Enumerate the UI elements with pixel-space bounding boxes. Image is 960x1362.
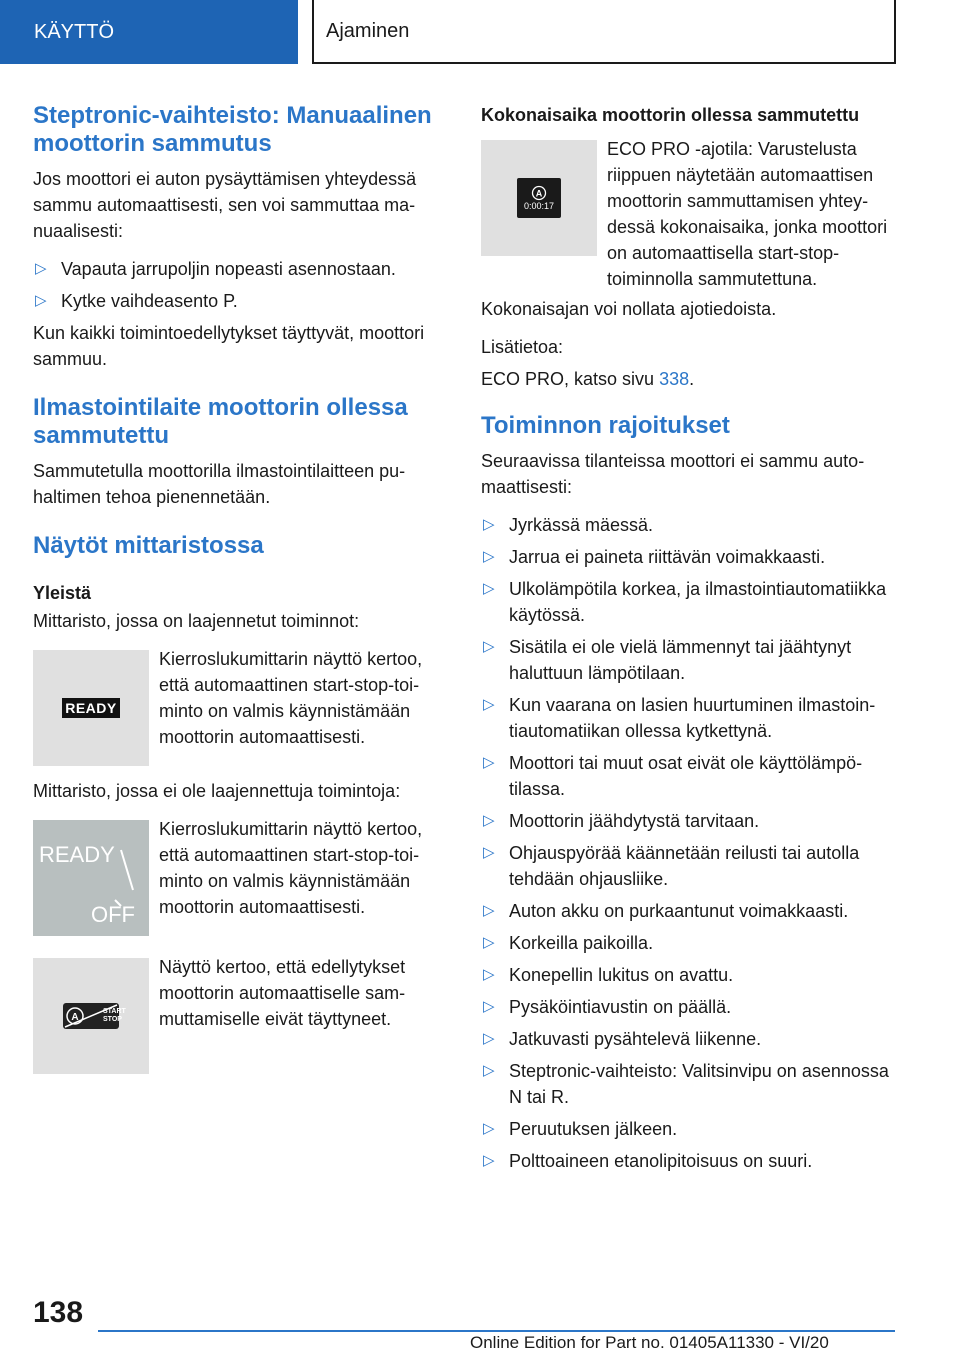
list-item: ▷ Ulkolämpötila korkea, ja ilmastointiautomatiikka käytössä. xyxy=(481,576,893,628)
triangle-bullet-icon: ▷ xyxy=(35,292,47,309)
list-item: ▷ Kun vaarana on lasien huurtuminen ilmastointiautomatiikan ollessa kytkettynä. xyxy=(481,692,893,744)
list-item: ▷ Moottori tai muut osat eivät ole käyttölämpötilassa. xyxy=(481,750,893,802)
section-title-climate: Ilmastointilaite moottorin ollessa sammutettu xyxy=(33,394,408,449)
page-number: 138 xyxy=(33,1296,84,1329)
paragraph: Sammutetulla moottorilla ilmastointilaitteen puhaltimen tehoa pienennetään. xyxy=(33,461,406,507)
triangle-bullet-icon: ▷ xyxy=(483,1152,495,1169)
triangle-bullet-icon: ▷ xyxy=(483,934,495,951)
section-tab xyxy=(0,0,298,64)
figure-row xyxy=(33,816,441,936)
right-column xyxy=(481,102,893,1180)
triangle-bullet-icon: ▷ xyxy=(483,754,495,771)
list-item: ▷ Jarrua ei paineta riittävän voimakkaasti. xyxy=(481,544,893,570)
ready-badge: READY xyxy=(62,698,120,718)
paragraph: Kun kaikki toimintoedellytykset täyttyvät, moottori sammuu. xyxy=(33,323,425,369)
ready-indicator-image xyxy=(33,650,149,766)
gauge-ready-label: READY xyxy=(39,842,115,867)
paragraph: Mittaristo, jossa ei ole laajennettuja toimintoja: xyxy=(33,781,401,801)
triangle-bullet-icon: ▷ xyxy=(483,844,495,861)
chapter-header xyxy=(312,0,896,64)
triangle-bullet-icon: ▷ xyxy=(483,1030,495,1047)
section-title-manual-shutdown: Steptronic-vaihteisto: Manuaalinen moottorin sammutus xyxy=(33,102,432,157)
subheading: Kokonaisaika moottorin ollessa sammutettu xyxy=(481,105,860,125)
triangle-bullet-icon: ▷ xyxy=(483,1120,495,1137)
list-item: ▷ Kytke vaihdeasento P. xyxy=(33,288,441,314)
triangle-bullet-icon: ▷ xyxy=(483,966,495,983)
list-item: ▷ Konepellin lukitus on avattu. xyxy=(481,962,893,988)
section-title-limitations: Toiminnon rajoitukset xyxy=(481,412,730,439)
list-item: ▷ Auton akku on purkaantunut voimakkaasti. xyxy=(481,898,893,924)
subheading: Yleistä xyxy=(33,583,92,603)
figure-row xyxy=(33,954,441,1074)
list-item: ▷ Peruutuksen jälkeen. xyxy=(481,1116,893,1142)
triangle-bullet-icon: ▷ xyxy=(483,580,495,597)
chapter-label: Ajaminen xyxy=(326,19,410,42)
triangle-bullet-icon: ▷ xyxy=(483,638,495,655)
figure-caption: Kierroslukumittarin näyttö kertoo, että automaattinen start-stop-toiminto on valmis käynnistämään moottorin automaattisesti. xyxy=(159,649,423,747)
figure-row xyxy=(481,136,893,292)
start-stop-label: START STOP xyxy=(103,1008,126,1023)
footer-divider xyxy=(98,1330,895,1332)
triangle-bullet-icon: ▷ xyxy=(483,998,495,1015)
edition-note: Online Edition for Part no. 01405A11330 - VI/20 xyxy=(470,1333,829,1352)
paragraph: Kokonaisajan voi nollata ajotiedoista. xyxy=(481,299,777,319)
page-link[interactable]: 338 xyxy=(659,369,690,389)
list-item: ▷ Sisätila ei ole vielä lämmennyt tai jäähtynyt haluttuun lämpötilaan. xyxy=(481,634,893,686)
auto-start-stop-unavailable-image xyxy=(33,958,149,1074)
timer-display xyxy=(517,178,561,218)
list-item: ▷ Polttoaineen etanolipitoisuus on suuri. xyxy=(481,1148,893,1174)
eco-pro-timer-image xyxy=(481,140,597,256)
paragraph: Lisätietoa: xyxy=(481,337,564,357)
svg-text:A: A xyxy=(71,1012,79,1023)
list-item: ▷ Jatkuvasti pysähtelevä liikenne. xyxy=(481,1026,893,1052)
triangle-bullet-icon: ▷ xyxy=(483,696,495,713)
triangle-bullet-icon: ▷ xyxy=(483,516,495,533)
list-item: ▷ Vapauta jarrupoljin nopeasti asennostaan. xyxy=(33,256,441,282)
bullet-list xyxy=(33,256,441,314)
figure-caption: Kierroslukumittarin näyttö kertoo, että automaattinen start-stop-toiminto on valmis käynnistämään moottorin automaattisesti. xyxy=(159,819,423,917)
list-item: ▷ Pysäköintiavustin on päällä. xyxy=(481,994,893,1020)
figure-caption: ECO PRO -ajotila: Varustelusta riippuen näytetään automaattisen moottorin sammuttamisen yhteydessä kokonaisaika, jonka moottori on automaattisella start-stop-toiminnolla sammutettuna. xyxy=(607,139,888,289)
paragraph: Seuraavissa tilanteissa moottori ei sammu automaattisesti: xyxy=(481,451,865,497)
timer-value: 0:00:17 xyxy=(523,201,555,211)
paragraph: Jos moottori ei auton pysäyttämisen yhteydessä sammu automaattisesti, sen voi sammuttaa manuaalisesti: xyxy=(33,169,417,241)
figure-caption: Näyttö kertoo, että edellytykset moottorin automaattiselle sammuttamiselle eivät täyttyneet. xyxy=(159,957,406,1029)
ready-off-gauge-image xyxy=(33,820,149,936)
list-item: ▷ Jyrkässä mäessä. xyxy=(481,512,893,538)
section-label: KÄYTTÖ xyxy=(34,20,115,43)
list-item: ▷ Steptronic-vaihteisto: Valitsinvipu on asennossa N tai R. xyxy=(481,1058,893,1110)
list-item: ▷ Ohjauspyörää käännetään reilusti tai autolla tehdään ohjausliike. xyxy=(481,840,893,892)
triangle-bullet-icon: ▷ xyxy=(483,812,495,829)
triangle-bullet-icon: ▷ xyxy=(483,548,495,565)
triangle-bullet-icon: ▷ xyxy=(483,1062,495,1079)
figure-row xyxy=(33,646,441,766)
bullet-list xyxy=(481,512,893,1174)
section-title-displays: Näytöt mittaristossa xyxy=(33,532,264,559)
gauge-off-label: OFF xyxy=(91,902,135,927)
left-column xyxy=(33,102,441,1086)
cross-reference: ECO PRO, katso sivu 338. xyxy=(481,369,695,389)
auto-start-stop-icon xyxy=(531,185,547,201)
triangle-bullet-icon: ▷ xyxy=(483,902,495,919)
list-item: ▷ Moottorin jäähdytystä tarvitaan. xyxy=(481,808,893,834)
paragraph: Mittaristo, jossa on laajennetut toiminnot: xyxy=(33,611,360,631)
triangle-bullet-icon: ▷ xyxy=(35,260,47,277)
list-item: ▷ Korkeilla paikoilla. xyxy=(481,930,893,956)
svg-text:A: A xyxy=(535,188,543,199)
